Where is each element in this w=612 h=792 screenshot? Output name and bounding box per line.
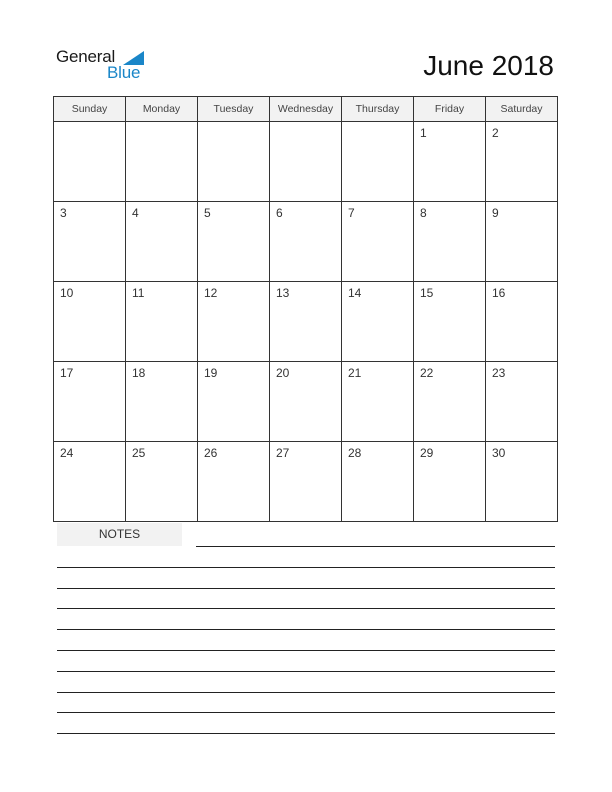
day-cell: 1 [414,122,486,202]
day-cell: 26 [198,442,270,522]
notes-line [57,629,555,630]
notes-label: NOTES [57,523,182,546]
brand-logo [56,47,156,83]
day-cell: 4 [126,202,198,282]
weekday-header: Thursday [342,97,414,122]
day-cell: 3 [54,202,126,282]
day-cell: 28 [342,442,414,522]
day-cell: 6 [270,202,342,282]
brand-name-general: General [56,47,116,66]
day-cell: 14 [342,282,414,362]
notes-line [57,588,555,589]
day-cell [198,122,270,202]
day-cell: 19 [198,362,270,442]
notes-line [57,712,555,713]
day-cell: 16 [486,282,558,362]
day-cell: 15 [414,282,486,362]
day-cell: 12 [198,282,270,362]
day-cell: 25 [126,442,198,522]
week-row [54,202,558,282]
notes-line [57,692,555,693]
notes-line [57,671,555,672]
brand-name-blue: Blue [107,63,141,82]
notes-line [57,608,555,609]
day-cell: 5 [198,202,270,282]
notes-line [57,567,555,568]
notes-line [196,546,555,547]
notes-line [57,650,555,651]
day-cell: 11 [126,282,198,362]
week-row [54,362,558,442]
day-cell [126,122,198,202]
day-cell: 2 [486,122,558,202]
day-cell: 30 [486,442,558,522]
day-cell [342,122,414,202]
day-cell: 29 [414,442,486,522]
week-row [54,122,558,202]
day-cell: 20 [270,362,342,442]
day-cell: 23 [486,362,558,442]
day-cell: 18 [126,362,198,442]
day-cell: 17 [54,362,126,442]
weekday-header: Monday [126,97,198,122]
week-row [54,282,558,362]
day-cell: 24 [54,442,126,522]
day-cell: 10 [54,282,126,362]
weekday-header: Tuesday [198,97,270,122]
weekday-header: Saturday [486,97,558,122]
day-cell: 8 [414,202,486,282]
notes-line [57,733,555,734]
day-cell: 9 [486,202,558,282]
weekday-header-row [54,97,558,122]
calendar-title: June 2018 [423,50,554,81]
calendar-grid [53,96,558,522]
day-cell: 22 [414,362,486,442]
day-cell [54,122,126,202]
weekday-header: Wednesday [270,97,342,122]
day-cell: 7 [342,202,414,282]
day-cell: 21 [342,362,414,442]
day-cell: 13 [270,282,342,362]
weekday-header: Sunday [54,97,126,122]
weekday-header: Friday [414,97,486,122]
day-cell: 27 [270,442,342,522]
day-cell [270,122,342,202]
week-row [54,442,558,522]
